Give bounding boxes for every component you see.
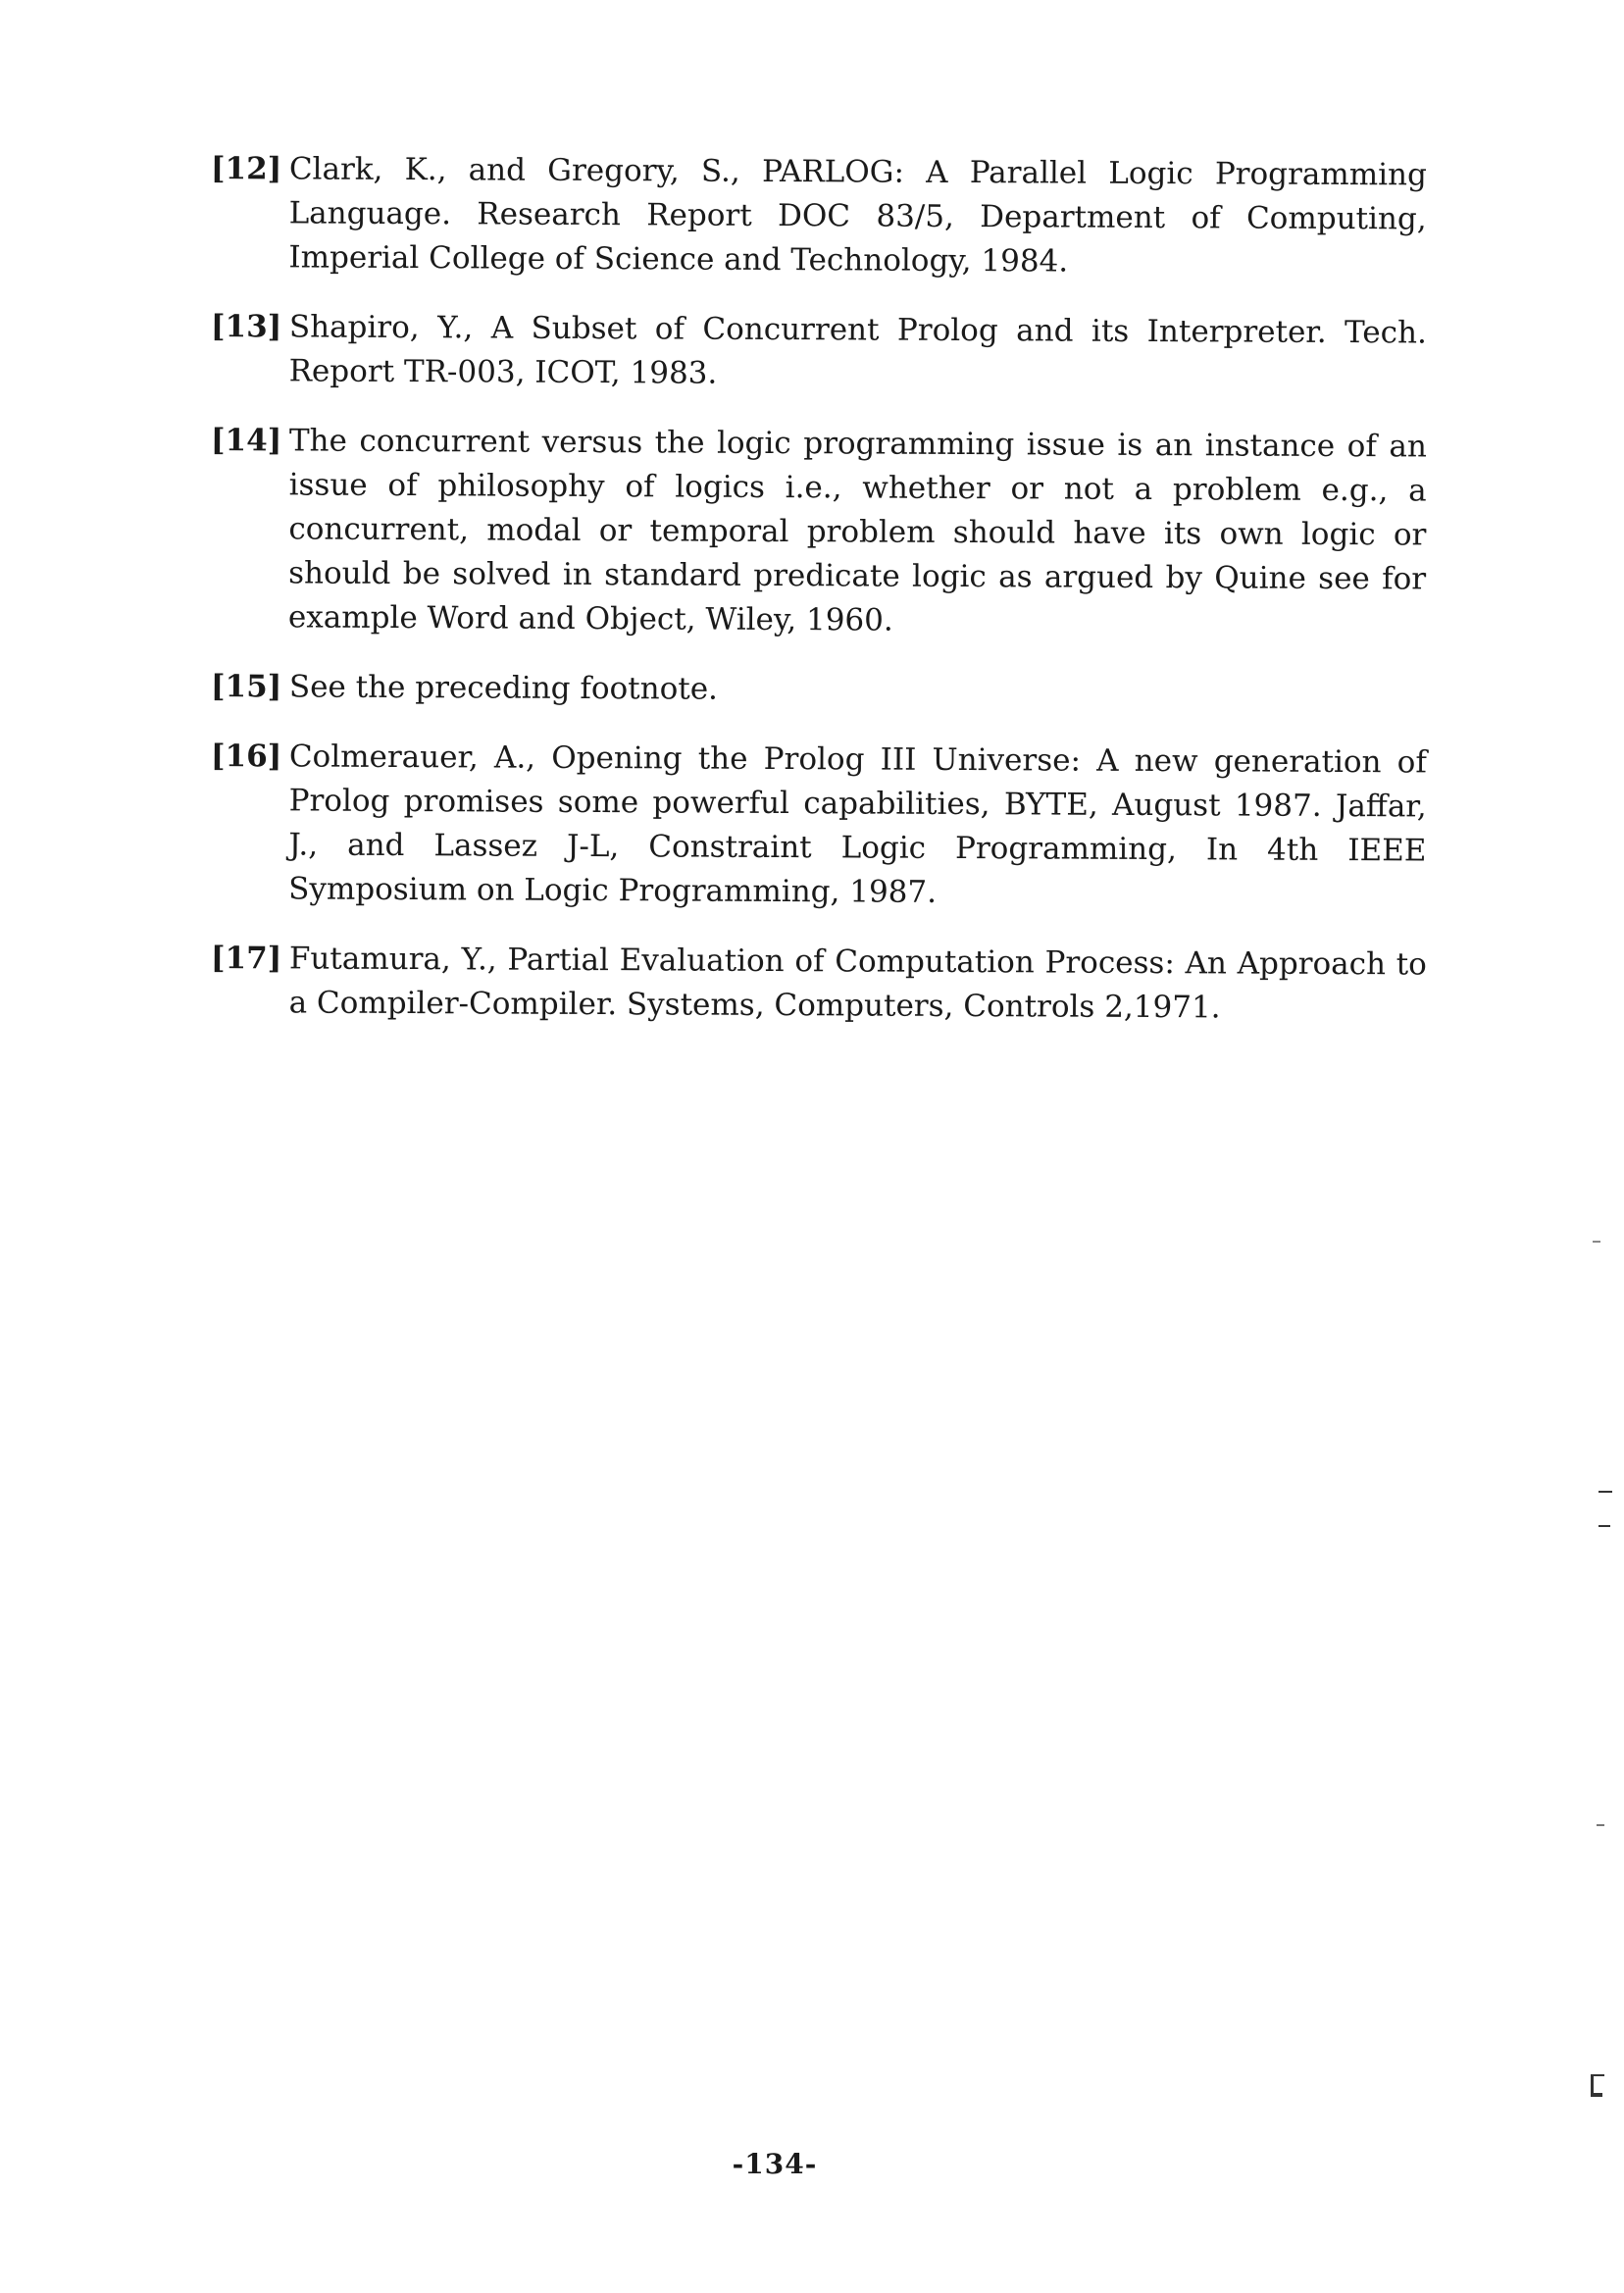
scan-artifact xyxy=(1593,1241,1600,1243)
reference-item xyxy=(210,147,1427,285)
reference-number: [17] xyxy=(210,940,282,977)
reference-list xyxy=(211,147,1427,1050)
reference-item xyxy=(211,665,1427,715)
reference-number: [14] xyxy=(210,422,282,459)
reference-number: [13] xyxy=(210,308,282,345)
scan-artifact xyxy=(1599,1491,1612,1493)
page-number: -134- xyxy=(732,2148,818,2180)
scan-artifact xyxy=(1599,1525,1610,1527)
reference-number: [16] xyxy=(210,738,282,775)
reference-text: The concurrent versus the logic programming issue is an instance of an issue of philosophy of logics i.e., whether or not a problem e.g., a concurrent, modal or temporal problem should have its own logic or should be solved in standard predicate logic as argued by Quine see for example Word and Object, Wiley, 1960. xyxy=(287,423,1427,638)
reference-text: Colmerauer, A., Opening the Prolog III Universe: A new generation of Prolog promises some powerful capabilities, BYTE, August 1987. Jaffar, J., and Lassez J-L, Constraint Logic Programming, In 4th IEEE Symposium on Logic Programming, 1987. xyxy=(288,739,1427,910)
reference-text: Futamura, Y., Partial Evaluation of Computation Process: An Approach to a Compiler-Compiler. Systems, Computers, Controls 2,1971. xyxy=(288,941,1427,1026)
reference-number: [15] xyxy=(210,668,282,705)
scan-artifact xyxy=(1597,1824,1604,1826)
reference-item xyxy=(210,419,1427,645)
reference-item xyxy=(210,735,1427,917)
reference-text: Shapiro, Y., A Subset of Concurrent Prolog and its Interpreter. Tech. Report TR-003, ICOT, 1983. xyxy=(288,309,1427,391)
reference-number: [12] xyxy=(210,150,282,187)
reference-item xyxy=(211,305,1427,399)
reference-text: Clark, K., and Gregory, S., PARLOG: A Parallel Logic Programming Language. Research Report DOC 83/5, Department of Computing, Imperial College of Science and Technology, 1984. xyxy=(288,151,1427,280)
reference-item xyxy=(211,937,1427,1031)
reference-text: See the preceding footnote. xyxy=(288,669,719,707)
scan-artifact xyxy=(1591,2093,1602,2097)
